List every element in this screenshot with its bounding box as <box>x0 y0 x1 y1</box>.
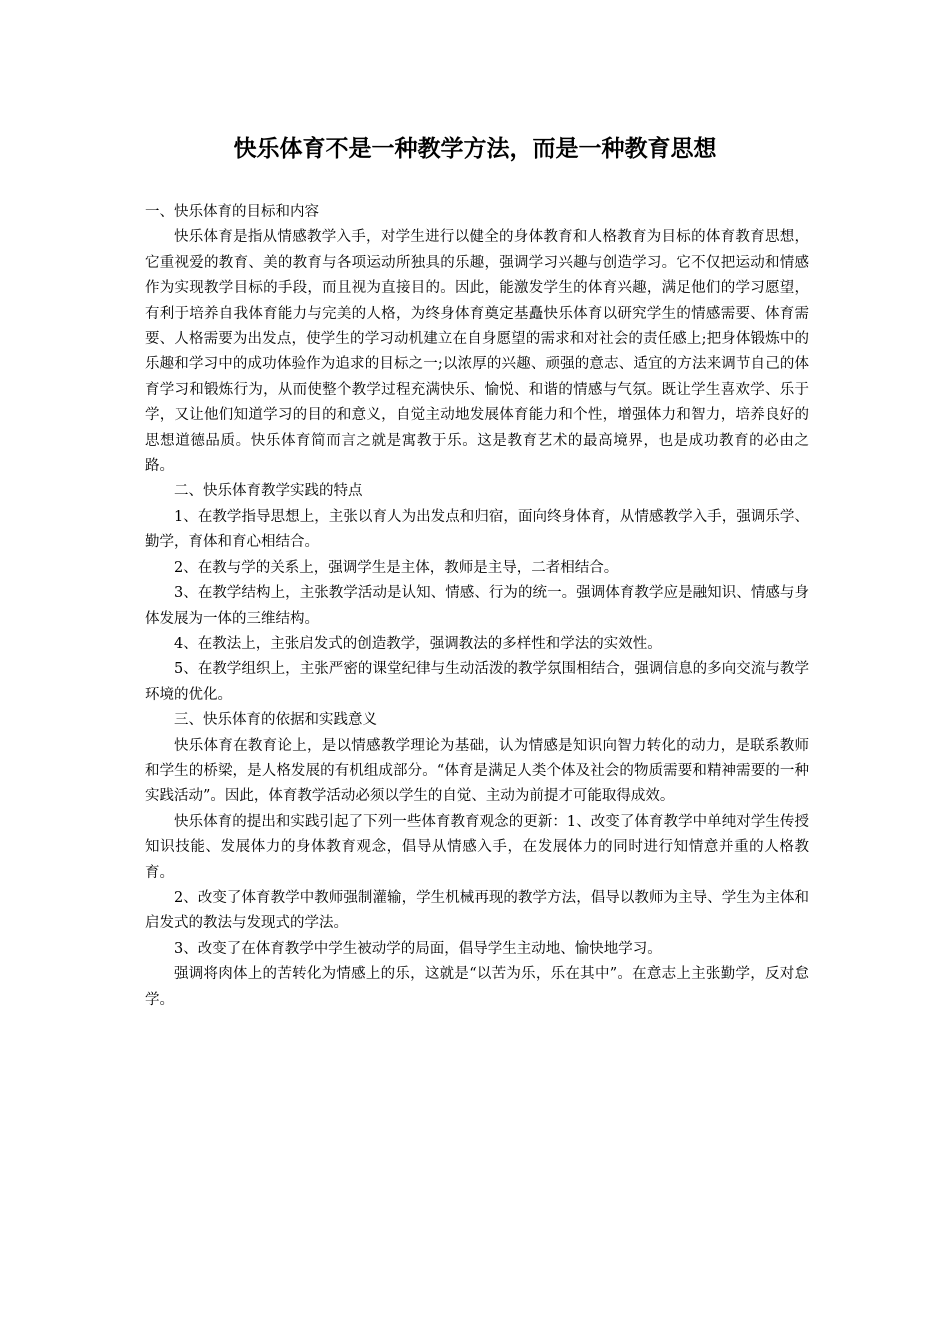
list-item-4: 4、在教法上，主张启发式的创造教学，强调教法的多样性和学法的实效性。 <box>174 635 662 652</box>
section-heading-2: 二、快乐体育教学实践的特点 <box>174 483 363 500</box>
section-heading-1: 一、快乐体育的目标和内容 <box>145 204 319 220</box>
section-heading-3: 三、快乐体育的依据和实践意义 <box>174 712 377 729</box>
paragraph-closing: 强调将肉体上的苦转化为情感上的乐，这就是“以苦为乐，乐在其中”。在意志上主张勤学，反对怠学。 <box>145 966 809 1008</box>
list-item-5: 5、在教学组织上，主张严密的课堂纪律与生动活泼的教学氛围相结合，强调信息的多向交流与教学环境的优化。 <box>145 661 809 703</box>
list-item-3: 3、在教学结构上，主张教学活动是认知、情感、行为的统一。强调体育教学应是融知识、情感与身体发展为一体的三维结构。 <box>145 585 809 627</box>
paragraph-concepts: 快乐体育的提出和实践引起了下列一些体育教育观念的更新：1、改变了体育教学中单纯对学生传授知识技能、发展体力的身体教育观念，倡导从情感入手，在发展体力的同时进行知情意并重的人格教育。 <box>145 813 809 881</box>
concept-item-3: 3、改变了在体育教学中学生被动学的局面，倡导学生主动地、愉快地学习。 <box>174 940 662 957</box>
concept-item-2: 2、改变了体育教学中教师强制灌输，学生机械再现的教学方法，倡导以教师为主导、学生为主体和启发式的教法与发现式的学法。 <box>145 889 809 932</box>
list-item-2: 2、在教与学的关系上，强调学生是主体，教师是主导，二者相结合。 <box>174 559 619 576</box>
paragraph-basis: 快乐体育在教育论上，是以情感教学理论为基础，认为情感是知识向智力转化的动力，是联系教师和学生的桥梁，是人格发展的有机组成部分。“体育是满足人类个体及社会的物质需要和精神需要的一种实践活动”。因此，体育教学活动必须以学生的自觉、主动为前提才可能取得成效。 <box>145 737 809 805</box>
list-item-1: 1、在教学指导思想上，主张以育人为出发点和归宿，面向终身体育，从情感教学入手，强调乐学、勤学，育体和育心相结合。 <box>145 508 809 551</box>
document-title: 快乐体育不是一种教学方法，而是一种教育思想 <box>233 136 717 162</box>
document-body <box>145 200 809 1013</box>
paragraph-intro: 快乐体育是指从情感教学入手，对学生进行以健全的身体教育和人格教育为目标的体育教育思想，它重视爱的教育、美的教育与各项运动所独具的乐趣，强调学习兴趣与创造学习。它不仅把运动和情感作为实现教学目标的手段，而且视为直接目的。因此，能激发学生的体育兴趣，满足他们的学习愿望，有利于培养自我体育能力与完美的人格，为终身体育奠定基矗快乐体育以研究学生的情感需要、体育需要、人格需要为出发点，使学生的学习动机建立在自身愿望的需求和对社会的责任感上;把身体锻炼中的乐趣和学习中的成功体验作为追求的目标之一;以浓厚的兴趣、顽强的意志、适宜的方法来调节自己的体育学习和锻炼行为，从而使整个教学过程充满快乐、愉悦、和谐的情感与气氛。既让学生喜欢学、乐于学，又让他们知道学习的目的和意义，自觉主动地发展体育能力和个性，增强体力和智力，培养良好的思想道德品质。快乐体育简而言之就是寓教于乐。这是教育艺术的最高境界，也是成功教育的必由之路。 <box>145 229 809 475</box>
